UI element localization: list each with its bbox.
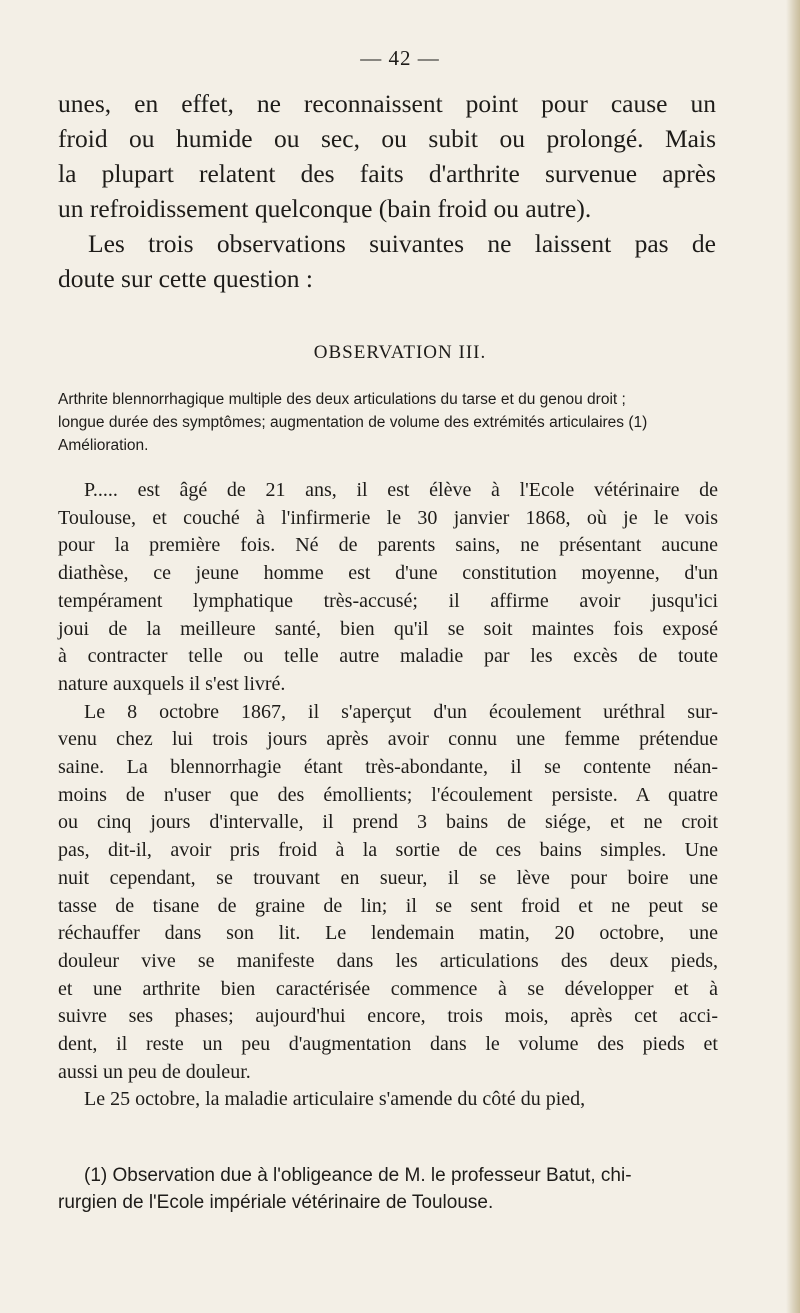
page-edge-shadow	[786, 0, 800, 1313]
observation-heading: OBSERVATION III.	[313, 342, 487, 363]
body-line: P..... est âgé de 21 ans, il est élève à l'Ecole vétérinaire de	[84, 479, 718, 501]
summary-line: longue durée des symptômes; augmentation de volume des extrémités articulaires (1)	[58, 414, 648, 431]
footnote-line: (1) Observation due à l'obligeance de M. le professeur Batut, chi-	[84, 1165, 632, 1186]
body-line: Le 8 octobre 1867, il s'aperçut d'un écoulement uréthral sur-	[84, 700, 718, 723]
body-line: réchauffer dans son lit. Le lendemain matin, 20 octobre, une	[58, 922, 718, 945]
body-line: nuit cependant, se trouvant en sueur, il se lève pour boire une	[58, 866, 718, 889]
body-line: tempérament lymphatique très-accusé; il affirme avoir jusqu'ici	[58, 589, 718, 612]
observation-body	[58, 477, 718, 1114]
body-line: moins de n'user que des émollients; l'écoulement persiste. A quatre	[58, 783, 718, 806]
intro-line: unes, en effet, ne reconnaissent point pour cause un	[58, 89, 716, 118]
body-line: à contracter telle ou telle autre maladie par les excès de toute	[58, 645, 718, 668]
body-line: nature auxquels il s'est livré.	[58, 672, 286, 695]
body-line: tasse de tisane de graine de lin; il se sent froid et ne peut se	[58, 894, 718, 917]
body-line: diathèse, ce jeune homme est d'une constitution moyenne, d'un	[58, 562, 718, 585]
intro-line: Les trois observations suivantes ne laissent pas de	[88, 229, 716, 258]
footnote-line: rurgien de l'Ecole impériale vétérinaire de Toulouse.	[58, 1192, 494, 1213]
summary-line: Amélioration.	[58, 437, 149, 454]
body-line: pour la première fois. Né de parents sains, ne présentant aucune	[58, 534, 718, 557]
body-line: venu chez lui trois jours après avoir connu une femme prétendue	[58, 728, 718, 751]
body-line: douleur vive se manifeste dans les articulations des deux pieds,	[58, 949, 718, 972]
body-line: dent, il reste un peu d'augmentation dans le volume des pieds et	[58, 1033, 718, 1056]
intro-line: la plupart relatent des faits d'arthrite survenue après	[58, 159, 716, 188]
body-line: pas, dit-il, avoir pris froid à la sortie de ces bains simples. Une	[58, 839, 718, 862]
body-line: joui de la meilleure santé, bien qu'il se soit maintes fois exposé	[58, 617, 718, 640]
body-line: ou cinq jours d'intervalle, il prend 3 bains de siége, et ne croit	[58, 811, 718, 834]
summary-line: Arthrite blennorrhagique multiple des deux articulations du tarse et du genou droit ;	[58, 391, 626, 408]
observation-summary	[58, 388, 718, 457]
intro-paragraph	[58, 86, 716, 296]
body-line: et une arthrite bien caractérisée commence à se développer et à	[58, 977, 718, 1000]
body-line: aussi un peu de douleur.	[58, 1060, 251, 1083]
page-number: — 42 —	[360, 46, 440, 70]
intro-line: froid ou humide ou sec, ou subit ou prolongé. Mais	[58, 124, 716, 153]
intro-line: doute sur cette question :	[58, 264, 313, 293]
body-line: Le 25 octobre, la maladie articulaire s'amende du côté du pied,	[84, 1088, 586, 1111]
body-line: suivre ses phases; aujourd'hui encore, trois mois, après cet acci-	[58, 1005, 718, 1028]
body-line: Toulouse, et couché à l'infirmerie le 30 janvier 1868, où je le vois	[58, 506, 718, 529]
body-line: saine. La blennorrhagie étant très-abondante, il se contente néan-	[58, 756, 718, 779]
footnote	[58, 1162, 718, 1216]
intro-line: un refroidissement quelconque (bain froid ou autre).	[58, 194, 592, 223]
